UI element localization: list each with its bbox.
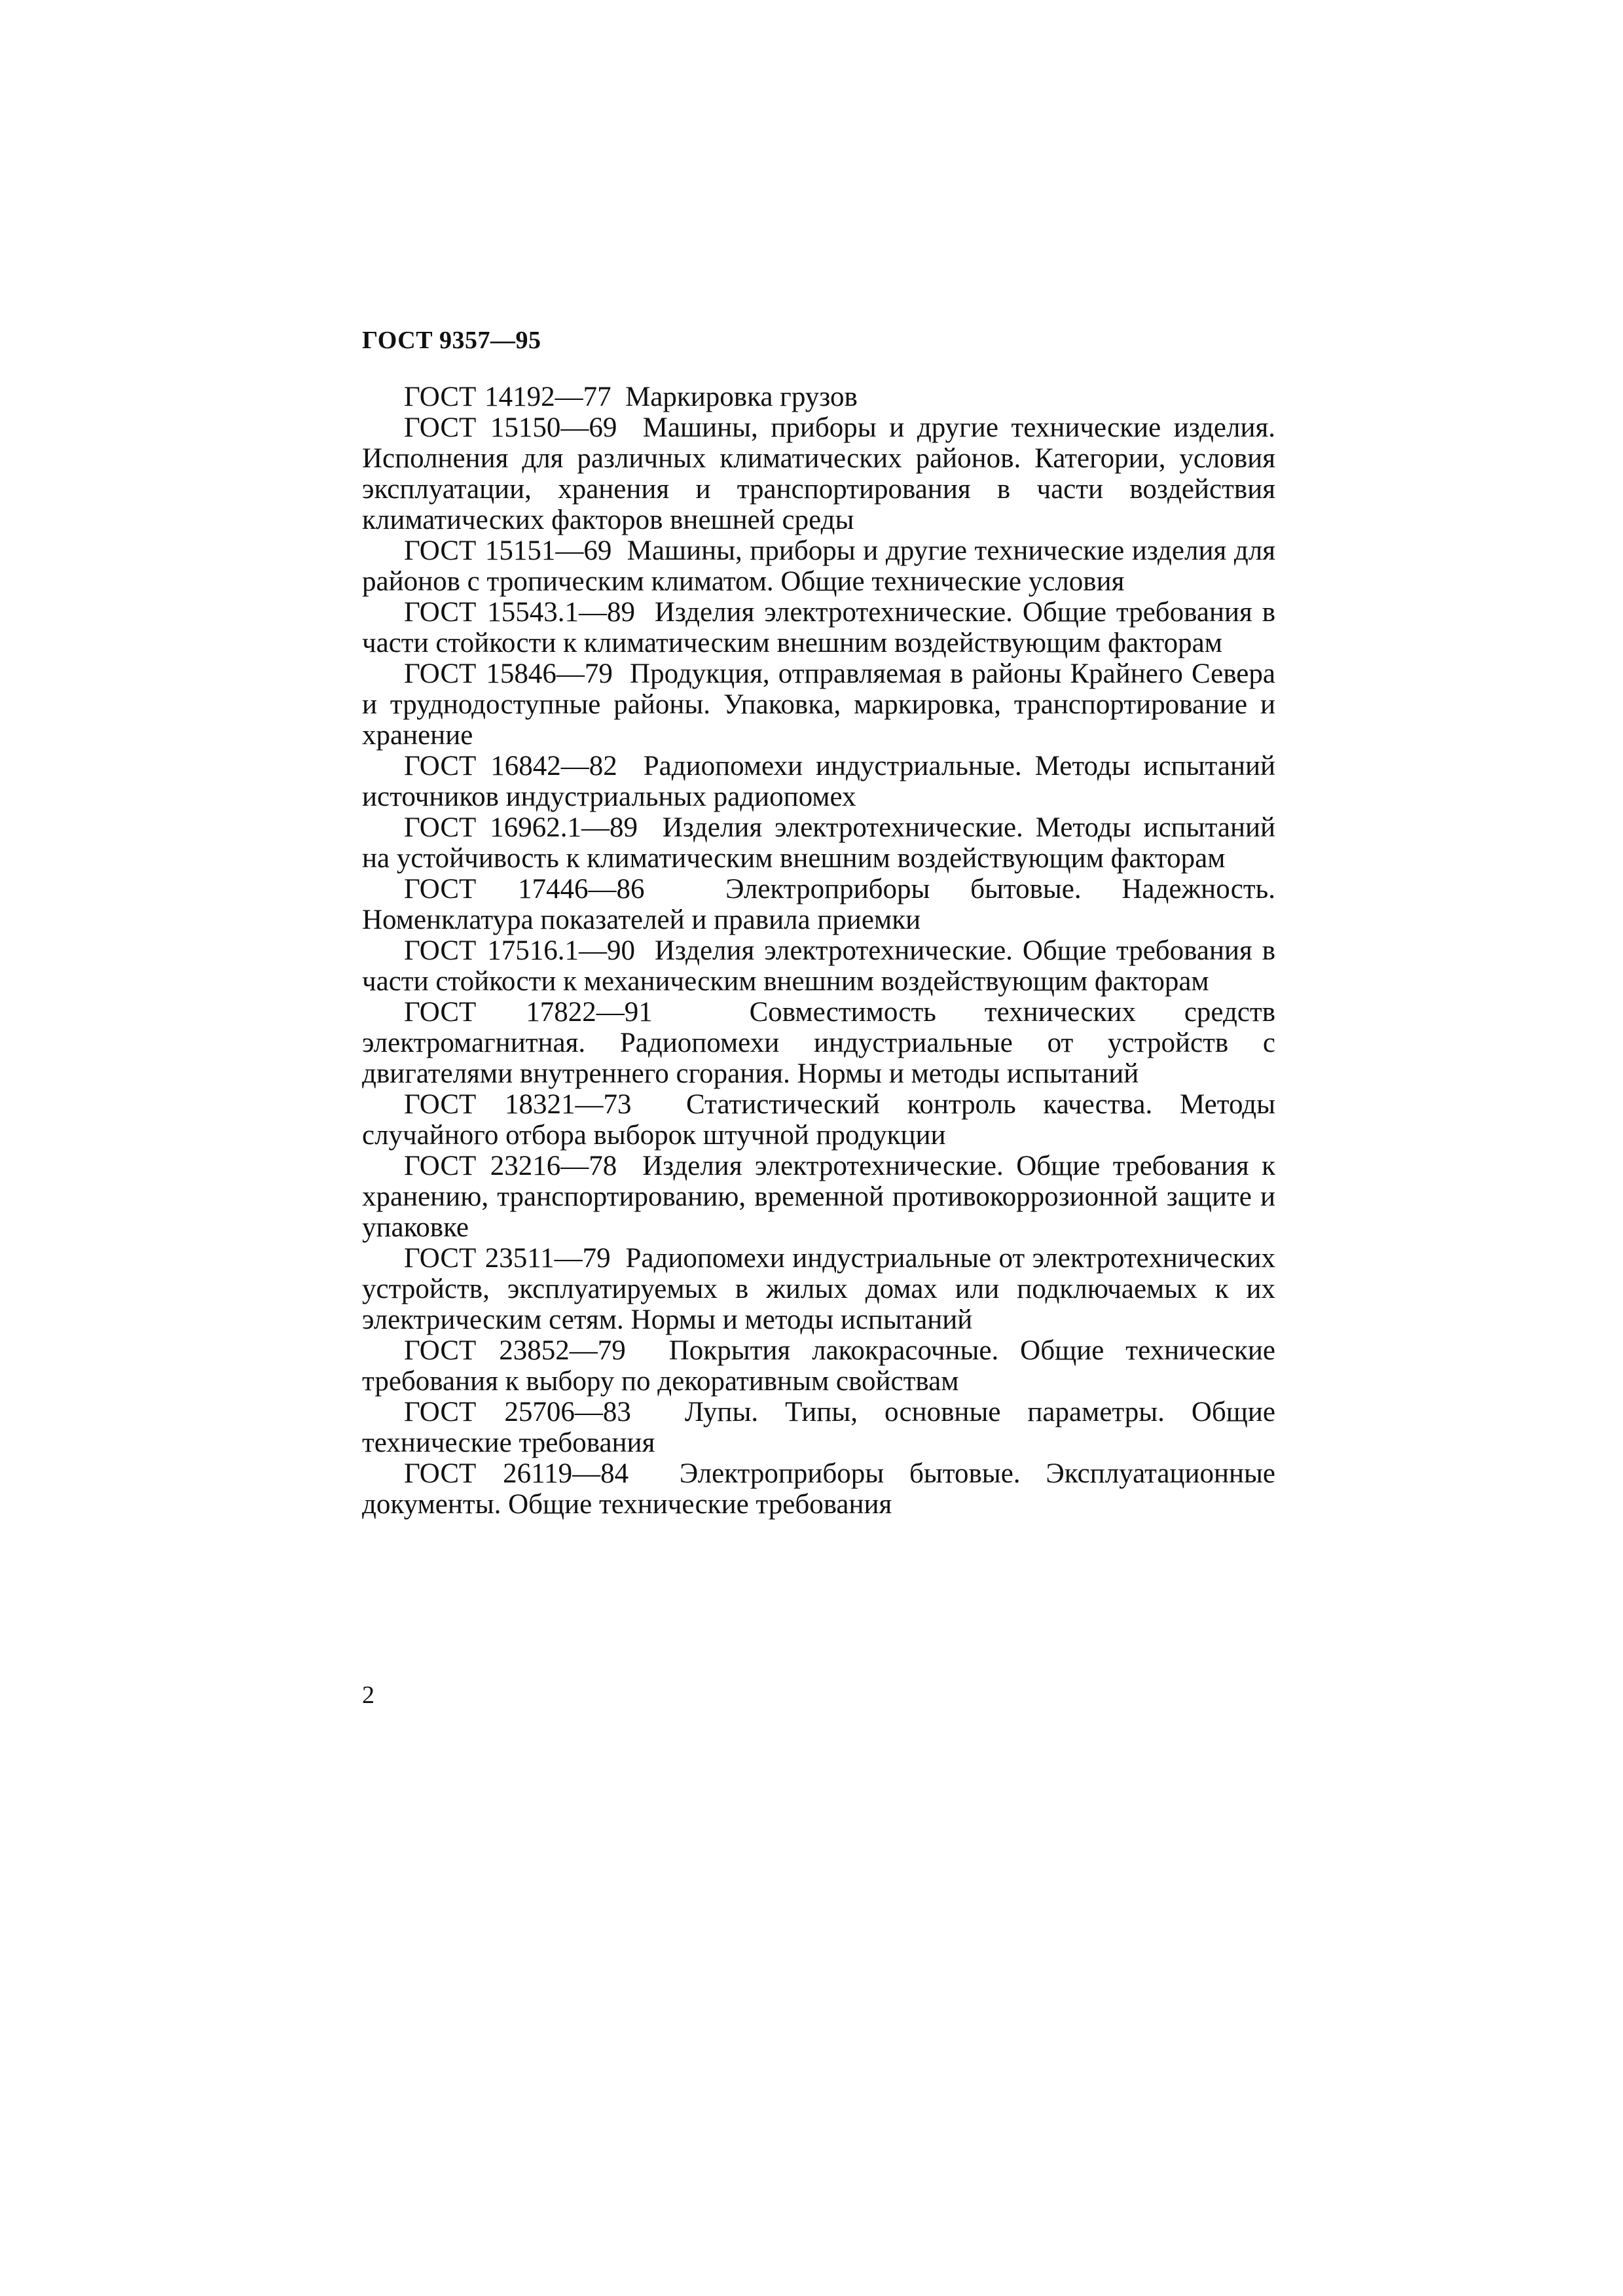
reference-code: ГОСТ 14192—77: [404, 382, 611, 412]
reference-code: ГОСТ 23852—79: [404, 1335, 626, 1366]
reference-entry: [362, 382, 1275, 412]
reference-entry: [362, 812, 1275, 874]
reference-title: Машины, приборы и другие технические изделия для районов с тропическим климатом. Общие технические условия: [362, 535, 1275, 597]
reference-code: ГОСТ 23511—79: [404, 1243, 611, 1274]
reference-title: Покрытия лакокрасочные. Общие технические требования к выбору по декоративным свойствам: [362, 1335, 1275, 1397]
reference-entry: [362, 412, 1275, 535]
reference-code: ГОСТ 16842—82: [404, 751, 617, 781]
reference-entry: [362, 751, 1275, 812]
reference-entry: [362, 1458, 1275, 1520]
reference-entry: [362, 874, 1275, 935]
reference-code: ГОСТ 17822—91: [404, 997, 653, 1028]
reference-entry: [362, 1089, 1275, 1151]
reference-title: Электроприборы бытовые. Надежность. Номенклатура показателей и правила приемки: [362, 874, 1275, 935]
reference-entry: [362, 1397, 1275, 1458]
reference-entry: [362, 535, 1275, 597]
reference-entry: [362, 1335, 1275, 1397]
reference-code: ГОСТ 15151—69: [404, 535, 612, 566]
reference-title: Статистический контроль качества. Методы случайного отбора выборок штучной продукции: [362, 1089, 1275, 1151]
reference-code: ГОСТ 18321—73: [404, 1089, 632, 1120]
normative-references-list: [362, 382, 1275, 1520]
reference-title: Продукция, отправляемая в районы Крайнего Севера и труднодоступные районы. Упаковка, маркировка, транспортирование и хранение: [362, 658, 1275, 751]
reference-code: ГОСТ 15150—69: [404, 412, 617, 443]
reference-title: Маркировка грузов: [625, 382, 858, 412]
reference-title: Изделия электротехнические. Методы испытаний на устойчивость к климатическим внешним воздействующим факторам: [362, 812, 1276, 874]
reference-title: Электроприборы бытовые. Эксплуатационные документы. Общие технические требования: [362, 1458, 1275, 1520]
document-code-header: ГОСТ 9357—95: [362, 327, 541, 354]
reference-code: ГОСТ 23216—78: [404, 1151, 617, 1181]
reference-title: Изделия электротехнические. Общие требования к хранению, транспортированию, временной противокоррозионной защите и упаковке: [362, 1151, 1275, 1243]
reference-entry: [362, 597, 1275, 658]
reference-entry: [362, 1243, 1275, 1335]
reference-title: Машины, приборы и другие технические изделия. Исполнения для различных климатических районов. Категории, условия эксплуатации, хранения и транспортирования в части воздействия климатических факторов внешней среды: [362, 412, 1275, 535]
reference-title: Лупы. Типы, основные параметры. Общие технические требования: [362, 1397, 1276, 1458]
reference-title: Изделия электротехнические. Общие требования в части стойкости к механическим внешним воздействующим факторам: [362, 935, 1276, 997]
reference-title: Совместимость технических средств электромагнитная. Радиопомехи индустриальные от устройств с двигателями внутреннего сгорания. Нормы и методы испытаний: [362, 997, 1275, 1089]
reference-code: ГОСТ 15846—79: [404, 658, 613, 689]
page-number: 2: [362, 1681, 374, 1709]
reference-entry: [362, 997, 1275, 1089]
reference-code: ГОСТ 16962.1—89: [404, 812, 638, 843]
reference-entry: [362, 658, 1275, 751]
reference-code: ГОСТ 25706—83: [404, 1397, 631, 1427]
reference-title: Радиопомехи индустриальные от электротехнических устройств, эксплуатируемых в жилых домах или подключаемых к их электрическим сетям. Нормы и методы испытаний: [362, 1243, 1275, 1335]
reference-title: Изделия электротехнические. Общие требования в части стойкости к климатическим внешним воздействующим факторам: [362, 597, 1276, 658]
reference-code: ГОСТ 26119—84: [404, 1458, 629, 1489]
reference-entry: [362, 935, 1275, 997]
reference-code: ГОСТ 17516.1—90: [404, 935, 635, 966]
reference-title: Радиопомехи индустриальные. Методы испытаний источников индустриальных радиопомех: [362, 751, 1275, 812]
reference-code: ГОСТ 17446—86: [404, 874, 645, 905]
reference-entry: [362, 1151, 1275, 1243]
reference-code: ГОСТ 15543.1—89: [404, 597, 635, 628]
